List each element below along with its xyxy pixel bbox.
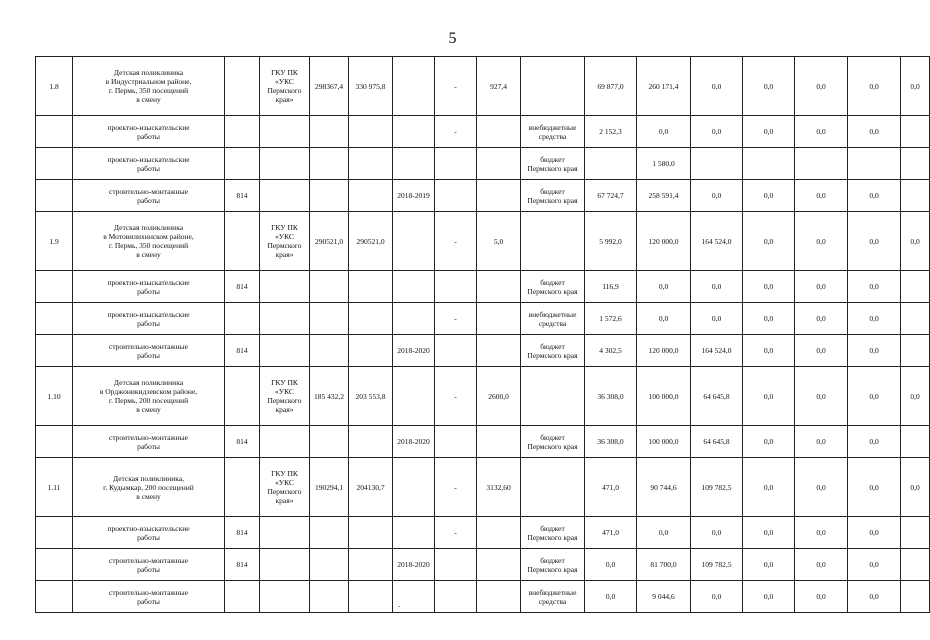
table-cell bbox=[435, 426, 477, 458]
table-cell bbox=[36, 581, 73, 613]
table-cell: 4 302,5 bbox=[585, 335, 637, 367]
table-cell: бюджет Пермского края bbox=[521, 271, 585, 303]
table-cell: 204130,7 bbox=[349, 458, 393, 517]
object-row bbox=[36, 212, 930, 271]
table-cell: 0,0 bbox=[795, 367, 848, 426]
table-cell bbox=[901, 180, 930, 212]
table-cell bbox=[349, 517, 393, 549]
table-cell: внебюджетные средства bbox=[521, 581, 585, 613]
table-cell bbox=[310, 581, 349, 613]
table-cell: 0,0 bbox=[848, 57, 901, 116]
table-cell: 0,0 bbox=[795, 517, 848, 549]
table-cell: 36 308,0 bbox=[585, 367, 637, 426]
table-cell: 90 744,6 bbox=[637, 458, 691, 517]
table-cell: бюджет Пермского края bbox=[521, 426, 585, 458]
table-cell: 69 877,0 bbox=[585, 57, 637, 116]
table-cell: строительно-монтажные работы bbox=[73, 180, 225, 212]
table-cell: 2600,0 bbox=[477, 367, 521, 426]
table-cell bbox=[901, 116, 930, 148]
table-cell bbox=[521, 367, 585, 426]
table-cell bbox=[435, 335, 477, 367]
table-cell: 0,0 bbox=[691, 57, 743, 116]
table-cell: бюджет Пермского края bbox=[521, 549, 585, 581]
table-cell: 298367,4 bbox=[310, 57, 349, 116]
table-cell: 0,0 bbox=[795, 458, 848, 517]
table-cell: 64 645,8 bbox=[691, 367, 743, 426]
table-cell bbox=[521, 458, 585, 517]
table-cell: ГКУ ПК «УКС Пермского края» bbox=[260, 458, 310, 517]
table-cell bbox=[260, 581, 310, 613]
table-cell: 0,0 bbox=[585, 581, 637, 613]
table-cell: бюджет Пермского края bbox=[521, 180, 585, 212]
table-cell bbox=[225, 367, 260, 426]
table-cell: 0,0 bbox=[848, 303, 901, 335]
table-cell: 185 432,2 bbox=[310, 367, 349, 426]
work-row bbox=[36, 180, 930, 212]
table-cell bbox=[349, 549, 393, 581]
table-cell: 471,0 bbox=[585, 517, 637, 549]
table-cell: 0,0 bbox=[637, 517, 691, 549]
table-cell: 0,0 bbox=[848, 581, 901, 613]
table-cell bbox=[901, 271, 930, 303]
scan-artifact bbox=[398, 606, 400, 607]
table-cell: строительно-монтажные работы bbox=[73, 549, 225, 581]
table-cell: 0,0 bbox=[901, 57, 930, 116]
table-cell bbox=[36, 148, 73, 180]
table-cell: 471,0 bbox=[585, 458, 637, 517]
table-cell bbox=[225, 581, 260, 613]
table-cell bbox=[310, 517, 349, 549]
table-cell: - bbox=[435, 212, 477, 271]
table-cell bbox=[477, 581, 521, 613]
table-cell: - bbox=[435, 458, 477, 517]
table-cell: 0,0 bbox=[795, 180, 848, 212]
table-cell bbox=[477, 549, 521, 581]
table-cell: 0,0 bbox=[901, 212, 930, 271]
table-cell: 0,0 bbox=[743, 57, 795, 116]
table-cell bbox=[310, 426, 349, 458]
table-cell: внебюджетные средства bbox=[521, 116, 585, 148]
table-cell bbox=[477, 116, 521, 148]
table-cell bbox=[393, 581, 435, 613]
table-cell bbox=[848, 148, 901, 180]
table-cell: 9 044,6 bbox=[637, 581, 691, 613]
table-cell: 81 700,0 bbox=[637, 549, 691, 581]
table-cell: 0,0 bbox=[901, 458, 930, 517]
table-cell bbox=[310, 335, 349, 367]
table-cell: проектно-изыскательские работы bbox=[73, 271, 225, 303]
table-cell: 814 bbox=[225, 426, 260, 458]
table-cell: 67 724,7 bbox=[585, 180, 637, 212]
table-cell bbox=[477, 303, 521, 335]
table-cell: 0,0 bbox=[585, 549, 637, 581]
table-cell: 0,0 bbox=[848, 212, 901, 271]
table-cell: 0,0 bbox=[901, 367, 930, 426]
table-cell: 5,0 bbox=[477, 212, 521, 271]
table-cell: 0,0 bbox=[691, 180, 743, 212]
table-cell: - bbox=[435, 116, 477, 148]
table-cell: внебюджетные средства bbox=[521, 303, 585, 335]
table-cell: 2018-2019 bbox=[393, 180, 435, 212]
table-cell: ГКУ ПК «УКС Пермского края» bbox=[260, 212, 310, 271]
table-cell bbox=[349, 581, 393, 613]
page-number: 5 bbox=[448, 30, 457, 47]
table-cell bbox=[477, 426, 521, 458]
table-cell bbox=[36, 303, 73, 335]
table-cell: 330 975,8 bbox=[349, 57, 393, 116]
table-cell bbox=[310, 148, 349, 180]
table-cell: 1 580,0 bbox=[637, 148, 691, 180]
table-cell: 814 bbox=[225, 180, 260, 212]
table-cell: 0,0 bbox=[848, 426, 901, 458]
work-row bbox=[36, 426, 930, 458]
table-cell bbox=[310, 303, 349, 335]
table-cell bbox=[225, 57, 260, 116]
table-cell bbox=[225, 212, 260, 271]
work-row bbox=[36, 335, 930, 367]
table-cell bbox=[349, 335, 393, 367]
table-cell: - bbox=[435, 517, 477, 549]
table-cell: 0,0 bbox=[795, 271, 848, 303]
table-cell bbox=[477, 335, 521, 367]
table-cell: строительно-монтажные работы bbox=[73, 581, 225, 613]
table-cell: 2018-2020 bbox=[393, 426, 435, 458]
table-cell: 814 bbox=[225, 271, 260, 303]
table-cell bbox=[225, 458, 260, 517]
table-cell bbox=[477, 180, 521, 212]
table-cell: 927,4 bbox=[477, 57, 521, 116]
table-cell bbox=[36, 335, 73, 367]
table-cell bbox=[260, 549, 310, 581]
table-cell: 120 000,0 bbox=[637, 335, 691, 367]
table-cell: 164 524,0 bbox=[691, 335, 743, 367]
table-cell: 2018-2020 bbox=[393, 549, 435, 581]
table-cell bbox=[349, 303, 393, 335]
table-cell bbox=[36, 271, 73, 303]
table-cell bbox=[260, 303, 310, 335]
table-cell bbox=[743, 148, 795, 180]
table-cell bbox=[901, 148, 930, 180]
work-row bbox=[36, 271, 930, 303]
table-cell bbox=[901, 335, 930, 367]
table-cell bbox=[585, 148, 637, 180]
table-body bbox=[36, 57, 930, 613]
work-row bbox=[36, 517, 930, 549]
table-cell: 0,0 bbox=[795, 549, 848, 581]
table-cell: проектно-изыскательские работы bbox=[73, 148, 225, 180]
table-cell: 290521,0 bbox=[310, 212, 349, 271]
table-cell: 0,0 bbox=[848, 367, 901, 426]
table-cell bbox=[225, 116, 260, 148]
table-cell: 1 572,6 bbox=[585, 303, 637, 335]
table-cell bbox=[310, 549, 349, 581]
table-cell bbox=[260, 180, 310, 212]
table-cell bbox=[225, 148, 260, 180]
table-cell bbox=[36, 180, 73, 212]
table-cell: 0,0 bbox=[795, 116, 848, 148]
table-cell: 1.9 bbox=[36, 212, 73, 271]
table-cell: 814 bbox=[225, 517, 260, 549]
table-cell: Детская поликлиника в Индустриальном районе, г. Пермь, 350 посещений в смену bbox=[73, 57, 225, 116]
table-cell: 0,0 bbox=[691, 581, 743, 613]
table-cell: 120 000,0 bbox=[637, 212, 691, 271]
table-cell: 1.8 bbox=[36, 57, 73, 116]
table-cell bbox=[477, 517, 521, 549]
work-row bbox=[36, 116, 930, 148]
table-cell bbox=[36, 426, 73, 458]
table-cell bbox=[310, 116, 349, 148]
table-cell bbox=[260, 271, 310, 303]
table-cell bbox=[349, 426, 393, 458]
table-cell bbox=[901, 426, 930, 458]
table-cell: - bbox=[435, 303, 477, 335]
table-cell: Детская поликлиника, г. Кудымкар, 200 посещений в смену bbox=[73, 458, 225, 517]
table-cell bbox=[349, 180, 393, 212]
table-cell: 0,0 bbox=[795, 303, 848, 335]
table-cell: 164 524,0 bbox=[691, 212, 743, 271]
table-cell bbox=[310, 271, 349, 303]
table-cell: 64 645,8 bbox=[691, 426, 743, 458]
table-cell bbox=[349, 271, 393, 303]
table-cell: 1.11 bbox=[36, 458, 73, 517]
table-cell: 814 bbox=[225, 549, 260, 581]
table-cell: 203 553,8 bbox=[349, 367, 393, 426]
table-cell: 0,0 bbox=[848, 549, 901, 581]
table-cell: 0,0 bbox=[848, 180, 901, 212]
table-cell: 0,0 bbox=[795, 212, 848, 271]
table-cell: строительно-монтажные работы bbox=[73, 426, 225, 458]
table-cell bbox=[477, 271, 521, 303]
table-cell: 0,0 bbox=[743, 581, 795, 613]
table-cell bbox=[260, 335, 310, 367]
table-cell bbox=[435, 549, 477, 581]
table-cell: 0,0 bbox=[795, 57, 848, 116]
object-row bbox=[36, 367, 930, 426]
table-cell: ГКУ ПК «УКС Пермского края» bbox=[260, 367, 310, 426]
table-cell bbox=[795, 148, 848, 180]
table-cell bbox=[393, 212, 435, 271]
table-cell: 260 171,4 bbox=[637, 57, 691, 116]
table-cell bbox=[435, 581, 477, 613]
table-cell bbox=[393, 271, 435, 303]
table-cell bbox=[901, 549, 930, 581]
table-cell: 0,0 bbox=[848, 335, 901, 367]
table-cell: 100 000,0 bbox=[637, 367, 691, 426]
table-cell bbox=[36, 116, 73, 148]
table-cell bbox=[393, 57, 435, 116]
table-cell: 0,0 bbox=[637, 116, 691, 148]
table-cell bbox=[260, 148, 310, 180]
object-row bbox=[36, 57, 930, 116]
table-cell: проектно-изыскательские работы bbox=[73, 517, 225, 549]
table-cell: 3132,60 bbox=[477, 458, 521, 517]
table-cell: проектно-изыскательские работы bbox=[73, 303, 225, 335]
table-cell: 109 782,5 bbox=[691, 458, 743, 517]
table-cell: 100 000,0 bbox=[637, 426, 691, 458]
table-cell bbox=[310, 180, 349, 212]
table-cell bbox=[393, 116, 435, 148]
table-cell: 0,0 bbox=[743, 549, 795, 581]
table-cell: 0,0 bbox=[795, 581, 848, 613]
object-row bbox=[36, 458, 930, 517]
table-cell: ГКУ ПК «УКС Пермского края» bbox=[260, 57, 310, 116]
table-cell: 0,0 bbox=[691, 303, 743, 335]
table-cell: 190294,1 bbox=[310, 458, 349, 517]
table-cell: 0,0 bbox=[637, 303, 691, 335]
table-cell: 814 bbox=[225, 335, 260, 367]
table-cell bbox=[435, 271, 477, 303]
table-cell bbox=[521, 212, 585, 271]
table-cell: 258 591,4 bbox=[637, 180, 691, 212]
table-cell bbox=[901, 581, 930, 613]
work-row bbox=[36, 148, 930, 180]
table-cell bbox=[691, 148, 743, 180]
table-cell bbox=[435, 180, 477, 212]
table-cell: 0,0 bbox=[691, 517, 743, 549]
budget-table bbox=[35, 56, 930, 613]
table-cell: 0,0 bbox=[743, 271, 795, 303]
table-cell: 0,0 bbox=[848, 458, 901, 517]
table-cell bbox=[477, 148, 521, 180]
work-row bbox=[36, 581, 930, 613]
table-cell: 0,0 bbox=[743, 458, 795, 517]
table-cell: бюджет Пермского края bbox=[521, 148, 585, 180]
table-cell: 109 782,5 bbox=[691, 549, 743, 581]
table-cell bbox=[36, 517, 73, 549]
table-cell bbox=[393, 458, 435, 517]
table-cell bbox=[393, 517, 435, 549]
table-cell bbox=[260, 426, 310, 458]
table-cell: - bbox=[435, 57, 477, 116]
table-cell: 1.10 bbox=[36, 367, 73, 426]
table-cell: проектно-изыскательские работы bbox=[73, 116, 225, 148]
table-cell: строительно-монтажные работы bbox=[73, 335, 225, 367]
table-cell bbox=[393, 148, 435, 180]
table-cell: 0,0 bbox=[795, 335, 848, 367]
table-cell: 0,0 bbox=[743, 426, 795, 458]
table-cell: 0,0 bbox=[743, 180, 795, 212]
work-row bbox=[36, 303, 930, 335]
table-cell bbox=[521, 57, 585, 116]
table-cell: 0,0 bbox=[795, 426, 848, 458]
table-cell: 0,0 bbox=[691, 116, 743, 148]
table-cell: 290521,0 bbox=[349, 212, 393, 271]
table-cell: 36 308,0 bbox=[585, 426, 637, 458]
table-cell: 0,0 bbox=[848, 271, 901, 303]
table-cell bbox=[260, 116, 310, 148]
table-cell: 0,0 bbox=[743, 335, 795, 367]
table-cell: Детская поликлиника в Орджоникидзевском районе, г. Пермь, 200 посещений в смену bbox=[73, 367, 225, 426]
table-cell: бюджет Пермского края bbox=[521, 517, 585, 549]
table-cell bbox=[393, 367, 435, 426]
table-cell bbox=[260, 517, 310, 549]
table-cell: 116,9 bbox=[585, 271, 637, 303]
table-cell bbox=[435, 148, 477, 180]
table-cell: 0,0 bbox=[743, 367, 795, 426]
table-cell: 2 152,3 bbox=[585, 116, 637, 148]
table-cell: 0,0 bbox=[848, 116, 901, 148]
table-cell: Детская поликлиника в Мотовилихинском районе, г. Пермь, 350 посещений в смену bbox=[73, 212, 225, 271]
work-row bbox=[36, 549, 930, 581]
table-cell bbox=[901, 303, 930, 335]
table-cell: - bbox=[435, 367, 477, 426]
table-cell: 2018-2020 bbox=[393, 335, 435, 367]
table-cell bbox=[393, 303, 435, 335]
table-cell bbox=[901, 517, 930, 549]
table-cell: бюджет Пермского края bbox=[521, 335, 585, 367]
table-cell bbox=[349, 116, 393, 148]
table-cell bbox=[36, 549, 73, 581]
table-cell bbox=[349, 148, 393, 180]
table-cell: 0,0 bbox=[848, 517, 901, 549]
table-cell: 0,0 bbox=[743, 116, 795, 148]
table-cell: 5 992,0 bbox=[585, 212, 637, 271]
table-cell: 0,0 bbox=[743, 517, 795, 549]
table-cell bbox=[225, 303, 260, 335]
table-cell: 0,0 bbox=[743, 303, 795, 335]
table-cell: 0,0 bbox=[637, 271, 691, 303]
table-cell: 0,0 bbox=[743, 212, 795, 271]
table-cell: 0,0 bbox=[691, 271, 743, 303]
